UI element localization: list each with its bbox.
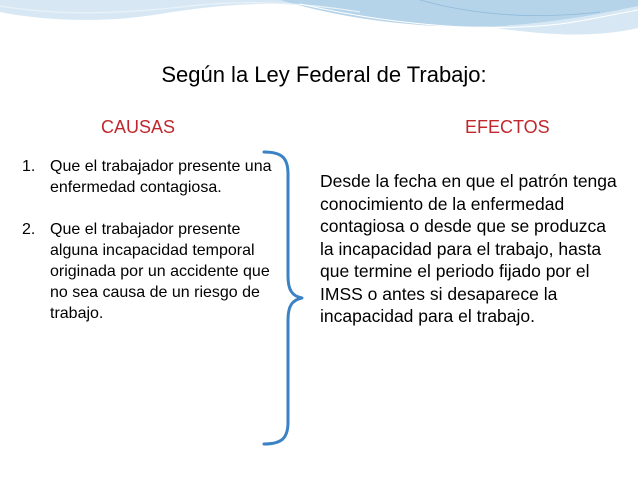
cause-number: 1. (22, 158, 36, 175)
right-curly-brace-icon (258, 148, 318, 448)
effects-text: Desde la fecha en que el patrón tenga conocimiento de la enfermedad contagiosa o desde que se produzca la incapacidad para el trabajo, hasta que termine el periodo fijado por el IMSS o antes si desaparece la incapacidad para el trabajo. (320, 171, 617, 326)
cause-text: Que el trabajador presente alguna incapacidad temporal originada por un accidente que no sea causa de un riesgo de trabajo. (50, 221, 270, 322)
cause-text: Que el trabajador presente una enfermedad contagiosa. (50, 158, 272, 196)
causes-heading: CAUSAS (101, 117, 176, 137)
decorative-wave-banner (0, 0, 638, 60)
effects-heading: EFECTOS (465, 117, 550, 137)
causes-list (22, 156, 282, 324)
cause-item-1 (22, 156, 282, 198)
cause-item-2 (22, 219, 282, 324)
page-title: Según la Ley Federal de Trabajo: (161, 62, 487, 87)
cause-number: 2. (22, 221, 36, 238)
